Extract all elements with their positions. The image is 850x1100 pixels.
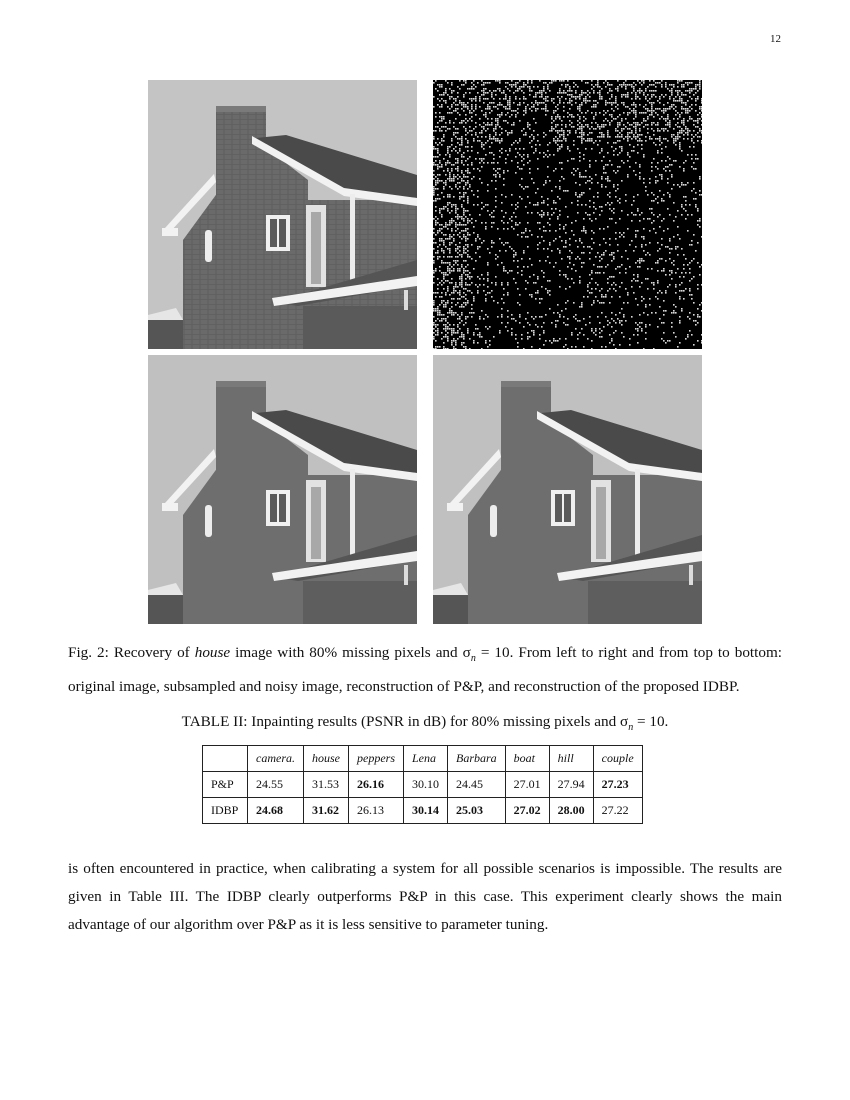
column-header: hill [549,746,593,772]
page-number: 12 [770,33,781,45]
column-header: Barbara [448,746,506,772]
table-title: TABLE II: Inpainting results (PSNR in dB) for 80% missing pixels and $\sigma_n = 10$. [181,713,669,734]
value-cell: 31.53 [304,772,349,798]
value-cell: 31.62 [304,798,349,824]
value-cell: 27.01 [505,772,549,798]
method-cell: IDBP [203,798,248,824]
value-cell: 25.03 [448,798,506,824]
figure-caption: Fig. 2: Recovery of house image with 80% missing pixels and $\sigma_n = 10$. From left to right and from top to bottom: original image, subsampled and noisy image, reconstruction of P&P, and reconstruction of the proposed IDBP. [68,644,782,696]
column-header: boat [505,746,549,772]
value-cell: 30.10 [404,772,448,798]
original-image [148,80,417,349]
value-cell: 26.16 [349,772,404,798]
table-row [203,798,643,824]
results-table [202,745,643,824]
column-header: camera. [248,746,304,772]
column-header [203,746,248,772]
table-row [203,772,643,798]
value-cell: 27.23 [593,772,642,798]
value-cell: 27.22 [593,798,642,824]
value-cell: 26.13 [349,798,404,824]
column-header: peppers [349,746,404,772]
method-cell: P&P [203,772,248,798]
value-cell: 28.00 [549,798,593,824]
value-cell: 30.14 [404,798,448,824]
subsampled-noisy-image [433,80,702,349]
value-cell: 27.02 [505,798,549,824]
value-cell: 24.55 [248,772,304,798]
caption-emphasis: house [194,644,231,661]
table-header-row [203,746,643,772]
column-header: couple [593,746,642,772]
idbp-reconstruction-image [433,355,702,624]
column-header: house [304,746,349,772]
figure-house-recovery [148,80,702,624]
value-cell: 27.94 [549,772,593,798]
column-header: Lena [404,746,448,772]
pnp-reconstruction-image [148,355,417,624]
value-cell: 24.68 [248,798,304,824]
value-cell: 24.45 [448,772,506,798]
body-paragraph: is often encountered in practice, when calibrating a system for all possible scenarios is impossible. The results are given in Table III. The IDBP clearly outperforms P&P in this case. This experiment clearly shows the main advantage of our algorithm over P&P as it is less sensitive to parameter tuning. [68,860,782,933]
